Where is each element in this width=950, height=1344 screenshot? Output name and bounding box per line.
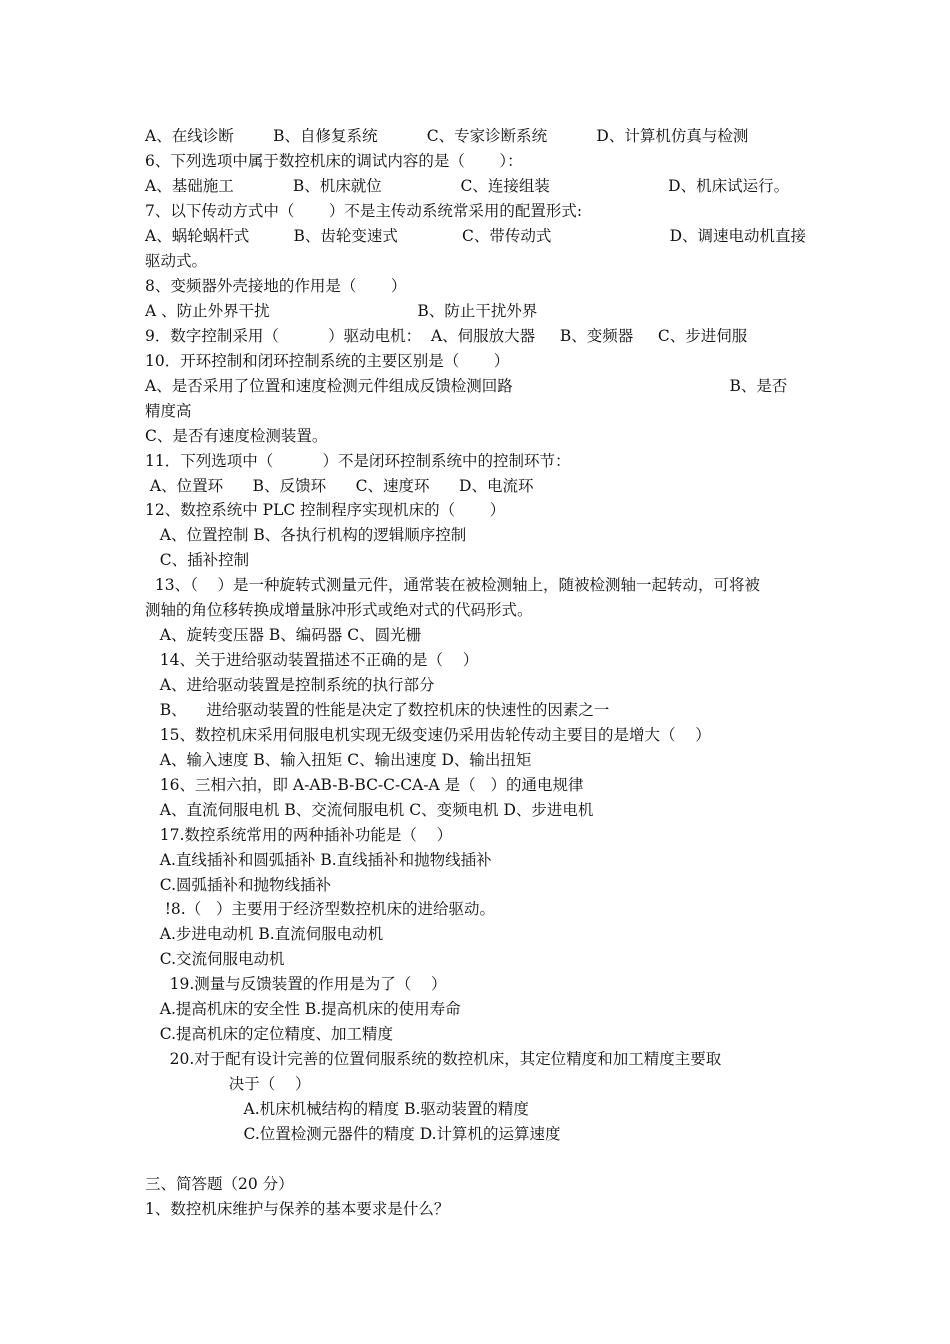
q13-question-cont: 测轴的角位移转换成增量脉冲形式或绝对式的代码形式。	[145, 601, 533, 619]
q19-options-cont: C.提高机床的定位精度、加工精度	[145, 1025, 394, 1043]
q19-options: A.提高机床的安全性 B.提高机床的使用寿命	[145, 1000, 461, 1018]
q20-options: A.机床机械结构的精度 B.驱动装置的精度	[145, 1100, 529, 1118]
q11-options: A、位置环 B、反馈环 C、速度环 D、电流环	[145, 477, 534, 495]
q10-option-c: C、是否有速度检测装置。	[145, 427, 328, 445]
q12-question: 12、数控系统中 PLC 控制程序实现机床的（ ）	[145, 501, 506, 519]
q12-options-cont: C、插补控制	[145, 551, 250, 569]
q17-question: 17.数控系统常用的两种插补功能是（ ）	[145, 826, 453, 844]
q14-question: 14、关于进给驱动装置描述不正确的是（ ）	[145, 651, 479, 669]
q12-options: A、位置控制 B、各执行机构的逻辑顺序控制	[145, 526, 467, 544]
short-answer-q1: 1、数控机床维护与保养的基本要求是什么？	[145, 1200, 450, 1218]
q13-question: 13、（ ）是一种旋转式测量元件，通常装在被检测轴上，随被检测轴一起转动，可将被	[145, 576, 761, 594]
q10-options: A、是否采用了位置和速度检测元件组成反馈检测回路 B、是否	[145, 377, 788, 395]
q20-question: 20.对于配有设计完善的位置伺服系统的数控机床，其定位精度和加工精度主要取	[145, 1050, 722, 1068]
q11-question: 11．下列选项中（ ）不是闭环控制系统中的控制环节：	[145, 452, 571, 470]
q16-options: A、直流伺服电机 B、交流伺服电机 C、变频电机 D、步进电机	[145, 801, 594, 819]
q16-question: 16、三相六拍，即 A-AB-B-BC-C-CA-A 是（ ）的通电规律	[145, 776, 584, 794]
q8-question: 8、变频器外壳接地的作用是（ ）	[145, 277, 407, 295]
q20-question-cont: 决于（ ）	[145, 1075, 311, 1093]
q15-question: 15、数控机床采用伺服电机实现无级变速仍采用齿轮传动主要目的是增大（ ）	[145, 726, 711, 744]
q7-options: A、蜗轮蜗杆式 B、齿轮变速式 C、带传动式 D、调速电动机直接	[145, 227, 807, 245]
q7-options-cont: 驱动式。	[145, 252, 208, 270]
q10-question: 10．开环控制和闭环控制系统的主要区别是（ ）	[145, 352, 510, 370]
q6-question: 6、下列选项中属于数控机床的调试内容的是（ ）：	[145, 152, 523, 170]
q19-question: 19.测量与反馈装置的作用是为了（ ）	[145, 975, 447, 993]
q17-options-cont: C.圆弧插补和抛物线插补	[145, 876, 332, 894]
q14-option-b: B、 进给驱动装置的性能是决定了数控机床的快速性的因素之一	[145, 701, 610, 719]
q18-options: A.步进电动机 B.直流伺服电动机	[145, 925, 384, 943]
q20-options-cont: C.位置检测元器件的精度 D.计算机的运算速度	[145, 1125, 561, 1143]
q18-question: !8.（ ）主要用于经济型数控机床的进给驱动。	[145, 900, 496, 918]
q13-options: A、旋转变压器 B、编码器 C、圆光栅	[145, 626, 422, 644]
q8-options: A 、防止外界干扰 B、防止干扰外界	[145, 302, 538, 320]
q17-options: A.直线插补和圆弧插补 B.直线插补和抛物线插补	[145, 851, 492, 869]
q9-question: 9．数字控制采用（ ）驱动电机： A、伺服放大器 B、变频器 C、步进伺服	[145, 327, 748, 345]
q10-options-cont: 精度高	[145, 402, 192, 420]
q14-option-a: A、进给驱动装置是控制系统的执行部分	[145, 676, 435, 694]
q7-question: 7、以下传动方式中（ ）不是主传动系统常采用的配置形式:	[145, 202, 583, 220]
q15-options: A、输入速度 B、输入扭矩 C、输出速度 D、输出扭矩	[145, 751, 532, 769]
q18-options-cont: C.交流伺服电动机	[145, 950, 285, 968]
q6-options: A、基础施工 B、机床就位 C、连接组装 D、机床试运行。	[145, 177, 790, 195]
q5-options: A、在线诊断 B、自修复系统 C、专家诊断系统 D、计算机仿真与检测	[145, 127, 749, 145]
section-heading: 三、简答题（20 分）	[145, 1175, 294, 1193]
